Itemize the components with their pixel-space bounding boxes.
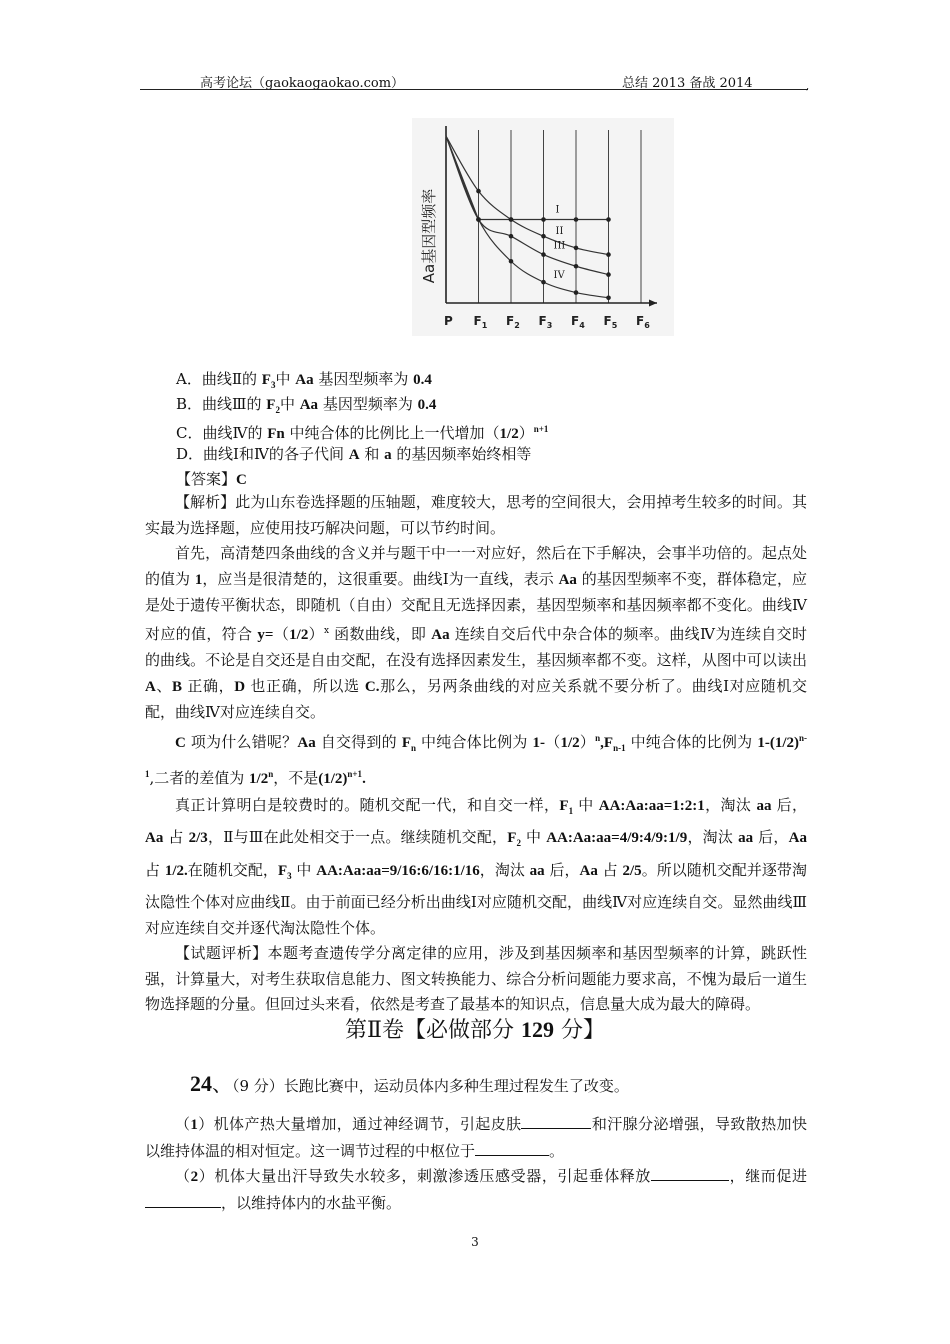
data-point [574, 264, 579, 269]
header-rule [140, 89, 808, 90]
data-point [606, 252, 611, 257]
data-point [574, 246, 579, 251]
answer-line: 【答案】C [176, 470, 247, 488]
analysis-calculation: 真正计算明白是较费时的。随机交配一代，和自交一样，$F_1$ 中 AA:Aa:aa=1:2:1，淘汰 aa 后，Aa 占 2/3，Ⅱ与Ⅲ在此处相交于一点。继续随机交配，$F_2$ 中 AA:Aa:aa=4/9:4/9:1/9，淘汰 aa 后，Aa 占 1/2.在随机交配，$F_3$ 中 AA:Aa:aa=9/16:6/16:1/16，淘汰 aa 后，Aa 占 2/5。所以随机交配并逐带淘汰隐性个体对应曲线Ⅱ。由于前面已经分析出曲线Ⅰ对应随机交配，曲线Ⅳ对应连续自交。显然曲线Ⅲ对应连续自交并逐代淘汰隐性个体。 [145, 795, 807, 937]
curve-label: II [555, 226, 564, 238]
analysis-curves: 首先，高清楚四条曲线的含义并与题干中一一对应好，然后在下手解决，会事半功倍的。起点处的值为 1，应当是很清楚的，这很重要。曲线Ⅰ为一直线，表示 Aa 的基因型频率不变，群体稳定，应是处于遗传平衡状态，即随机（自由）交配且无选择因素，基因型频率和基因频率都不变化。曲线Ⅳ对应的值，符合 $y=(1/2)^x$ 函数曲线，即 Aa 连续自交后代中杂合体的频率。曲线Ⅳ为连续自交时的曲线。不论是自交还是自由交配，在没有选择因素发生，基因频率都不变。这样，从图中可以读出 A、B 正确，D 也正确，所以选 C.那么，另两条曲线的对应关系就不要分析了。曲线Ⅰ对应随机交配，曲线Ⅳ对应连续自交。 [145, 544, 807, 721]
x-tick-label: $F_5$ [603, 314, 618, 330]
data-point [541, 217, 546, 222]
option-c: C．曲线Ⅳ的 Fn 中纯合体的比例比上一代增加$(1/2)^{n+1}$ [176, 424, 549, 442]
page-number: 3 [471, 1235, 479, 1249]
data-point [606, 295, 611, 300]
option-b: B．曲线Ⅲ的 $F_2$中 Aa 基因型频率为 0.4 [176, 395, 437, 415]
data-point [476, 189, 481, 194]
curve-label: III [553, 240, 566, 252]
data-point [509, 259, 514, 264]
answer-blank[interactable] [651, 1165, 729, 1181]
question-24-part-2: （2）机体大量出汗导致失水较多，刺激渗透压感受器，引起垂体释放 ，继而促进，以维持体内的水盐平衡。 [145, 1164, 807, 1216]
analysis-intro: 【解析】此为山东卷选择题的压轴题，难度较大，思考的空间很大，会用掉考生较多的时间。其实最为选择题，应使用技巧解决问题，可以节约时间。 [145, 493, 807, 537]
header-mark: , [806, 81, 810, 92]
data-point [541, 280, 546, 285]
data-point [476, 217, 481, 222]
data-point [574, 290, 579, 295]
x-tick-label: $F_3$ [538, 314, 553, 330]
data-point [541, 234, 546, 239]
analysis-review: 【试题评析】本题考查遗传学分离定律的应用，涉及到基因频率和基因型频率的计算，跳跃性强，计算量大，对考生获取信息能力、图文转换能力、综合分析问题能力要求高，不愧为最后一道生物选择题的分量。但回过头来看，依然是考查了最基本的知识点，信息量大成为最大的障碍。 [145, 944, 807, 1013]
header-site: 高考论坛（gaokaogaokao.com） [200, 76, 405, 91]
answer-blank[interactable] [145, 1192, 221, 1208]
x-tick-label: $F_6$ [636, 314, 650, 330]
option-d: D．曲线Ⅰ和Ⅳ的各子代间 A 和 a 的基因频率始终相等 [176, 445, 532, 463]
x-tick-label: $F_4$ [571, 314, 585, 330]
question-24-stem: 24、（9 分）长跑比赛中，运动员体内多种生理过程发生了改变。 [190, 1071, 629, 1096]
header-slogan: 总结 2013 备战 2014 [622, 76, 753, 91]
data-point [541, 252, 546, 257]
data-point [509, 217, 514, 222]
question-24-part-1: （1）机体产热大量增加，通过神经调节，引起皮肤 和汗腺分泌增强，导致散热加快以维持体温的相对恒定。这一调节过程的中枢位于 。 [145, 1115, 807, 1160]
data-point [606, 272, 611, 277]
data-point [509, 234, 514, 239]
answer-blank[interactable] [475, 1140, 549, 1156]
x-tick-label: P [444, 314, 453, 328]
section-title: 第Ⅱ卷【必做部分 129 分】 [345, 1017, 605, 1043]
data-point [606, 217, 611, 222]
data-point [574, 217, 579, 222]
x-tick-label: $F_1$ [473, 314, 488, 330]
genotype-frequency-chart [412, 118, 674, 336]
curve-label: IV [553, 270, 565, 282]
curve-label: I [555, 204, 560, 216]
y-axis-label: Aa基因型频率 [420, 188, 438, 284]
x-tick-label: $F_2$ [506, 314, 520, 330]
option-a: A．曲线Ⅱ的 $F_3$中 Aa 基因型频率为 0.4 [176, 370, 432, 390]
analysis-block [145, 490, 807, 1018]
answer-blank[interactable] [521, 1113, 591, 1129]
analysis-option-c: C 项为什么错呢？Aa 自交得到的 $F_n$ 中纯合体比例为 $1-(1/2)^n,F_{n-1}$ 中纯合体的比例为 $1-(1/2)^{n-1}$,二者的差值为 1/2$^n$，不是$(1/2)^{n+1}$. [145, 732, 807, 787]
question-24-parts [145, 1112, 807, 1216]
